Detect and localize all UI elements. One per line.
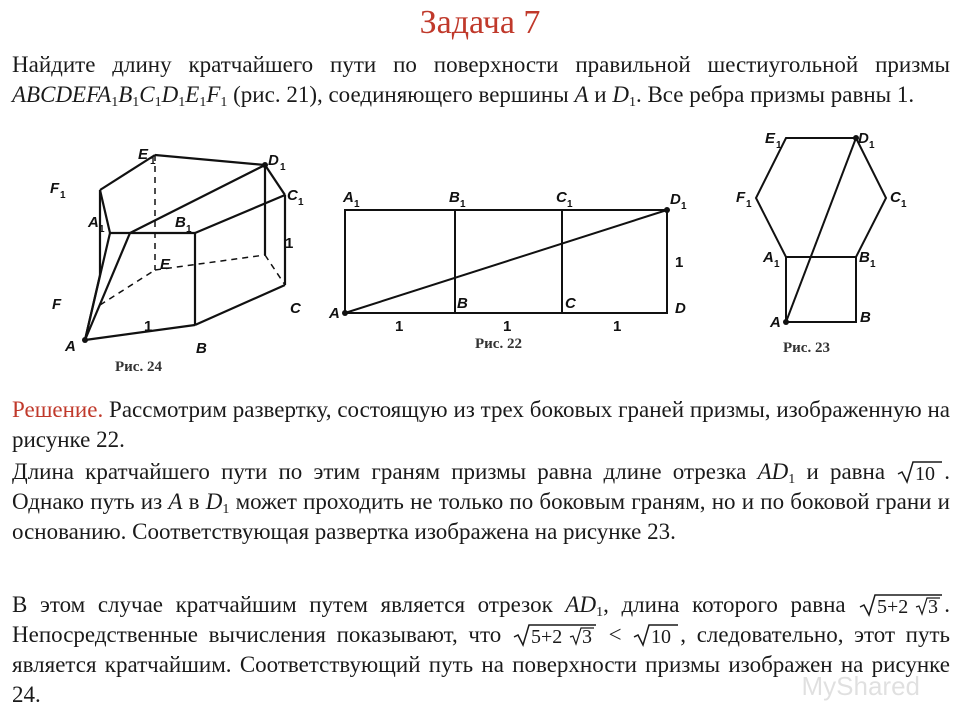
fig22-label-D1: D bbox=[670, 191, 681, 208]
svg-text:10: 10 bbox=[651, 626, 672, 648]
fig22-sub: 1 bbox=[354, 199, 360, 210]
solution-intro: Решение. Рассмотрим развертку, состоящую из трех боковых граней призмы, изображенную на рисунке 22. bbox=[12, 397, 950, 452]
fig24-sub: 1 bbox=[60, 190, 66, 201]
problem-statement: Найдите длину кратчайшего пути по поверхности правильной шестиугольной призмы $ABCDEFA_1B_1C_1D_1E_1F_1$ (рис. 21), соединяющего вершины A и $D_1$. Все ребра призмы равны 1. bbox=[12, 52, 950, 110]
fig22-label-B1: B bbox=[449, 189, 460, 206]
fig24-label-E: E bbox=[160, 256, 171, 273]
fig23-sub: 1 bbox=[870, 259, 876, 270]
fig23-label-E1: E bbox=[765, 130, 776, 147]
fig22-label-C: C bbox=[565, 295, 576, 312]
fig24-label-C1: C bbox=[287, 187, 298, 204]
fig22-label-A1: A bbox=[343, 189, 354, 206]
slide-title: Задача 7 bbox=[419, 4, 541, 41]
fig24-label-A: A bbox=[65, 338, 76, 355]
fig24-label-A1: A bbox=[88, 214, 99, 231]
fig24-label-D1: D bbox=[268, 152, 279, 169]
sqrt-5-plus-2sqrt3 bbox=[858, 592, 944, 618]
svg-text:3: 3 bbox=[928, 596, 939, 618]
fig23-label-C1: C bbox=[890, 189, 901, 206]
solution-label: Решение. bbox=[12, 397, 104, 422]
fig22-sub: 1 bbox=[460, 199, 466, 210]
fig24-sub: 1 bbox=[150, 156, 156, 167]
fig24-label-C: C bbox=[290, 300, 301, 317]
fig24-label-B: B bbox=[196, 340, 207, 357]
fig23-sub: 1 bbox=[901, 199, 907, 210]
fig23-label-B1: B bbox=[859, 249, 870, 266]
solution-step-1: Длина кратчайшего пути по этим граням призмы равна длине отрезка $AD_1$ и равна 10 . Однако путь из A в $D_1$ может проходить не только по боковым граням, но и по боковой грани и основанию. Соответствующая развертка изображена на рисунке 23. bbox=[12, 459, 950, 544]
fig22-edge-length: 1 bbox=[613, 318, 622, 335]
fig23-label-A1: A bbox=[763, 249, 774, 266]
sqrt-5-plus-2sqrt3 bbox=[512, 622, 598, 648]
solution-step-2: В этом случае кратчайшим путем является отрезок $AD_1$, длина которого равна 5+2 3 . Непосредственные вычисления показывают, что 5+2 3 < 10 , следовательно, этот путь является кратчайшим. Соответствующий путь на поверхности призмы изображен на рисунке 24. bbox=[12, 592, 951, 707]
fig22-edge-length: 1 bbox=[675, 254, 684, 271]
fig24-edge-length: 1 bbox=[144, 318, 153, 335]
fig24-sub: 1 bbox=[298, 197, 304, 208]
fig22-edge-length: 1 bbox=[395, 318, 404, 335]
fig23-sub: 1 bbox=[869, 140, 875, 151]
fig23-sub: 1 bbox=[746, 199, 752, 210]
fig22-sub: 1 bbox=[567, 199, 573, 210]
fig23-label-B: B bbox=[860, 309, 871, 326]
fig24-sub: 1 bbox=[280, 162, 286, 173]
fig24-caption: Рис. 24 bbox=[115, 359, 162, 375]
fig22-sub: 1 bbox=[681, 201, 687, 212]
fig24-label-F1: F bbox=[50, 180, 60, 197]
fig22-label-C1: C bbox=[556, 189, 567, 206]
fig22-edge-length: 1 bbox=[503, 318, 512, 335]
fig23-sub: 1 bbox=[774, 259, 780, 270]
fig24-edge-length: 1 bbox=[285, 235, 294, 252]
fig22-label-B: B bbox=[457, 295, 468, 312]
fig23-sub: 1 bbox=[776, 140, 782, 151]
fig23-label-F1: F bbox=[736, 189, 746, 206]
fig22-caption: Рис. 22 bbox=[475, 336, 522, 352]
svg-text:10: 10 bbox=[915, 463, 936, 485]
fig24-label-F: F bbox=[52, 296, 62, 313]
svg-text:3: 3 bbox=[581, 626, 592, 648]
fig24-label-B1: B bbox=[175, 214, 186, 231]
fig22-label-A: A bbox=[329, 305, 340, 322]
watermark: MyShared bbox=[801, 671, 920, 701]
fig23-label-A: A bbox=[770, 314, 781, 331]
sqrt-10 bbox=[632, 622, 680, 648]
fig23-label-D1: D bbox=[858, 130, 869, 147]
fig22-label-D: D bbox=[675, 300, 686, 317]
fig24-sub: 1 bbox=[186, 224, 192, 235]
fig24-label-E1: E bbox=[138, 146, 149, 163]
figure-24-prism bbox=[40, 145, 320, 380]
fig23-caption: Рис. 23 bbox=[783, 340, 830, 356]
svg-text:5+2: 5+2 bbox=[530, 626, 563, 648]
fig24-sub: 1 bbox=[99, 224, 105, 235]
sqrt-10 bbox=[896, 459, 944, 485]
svg-text:5+2: 5+2 bbox=[877, 596, 909, 618]
figure-23-hexagon-net bbox=[728, 125, 928, 360]
figure-22-net bbox=[325, 180, 705, 355]
